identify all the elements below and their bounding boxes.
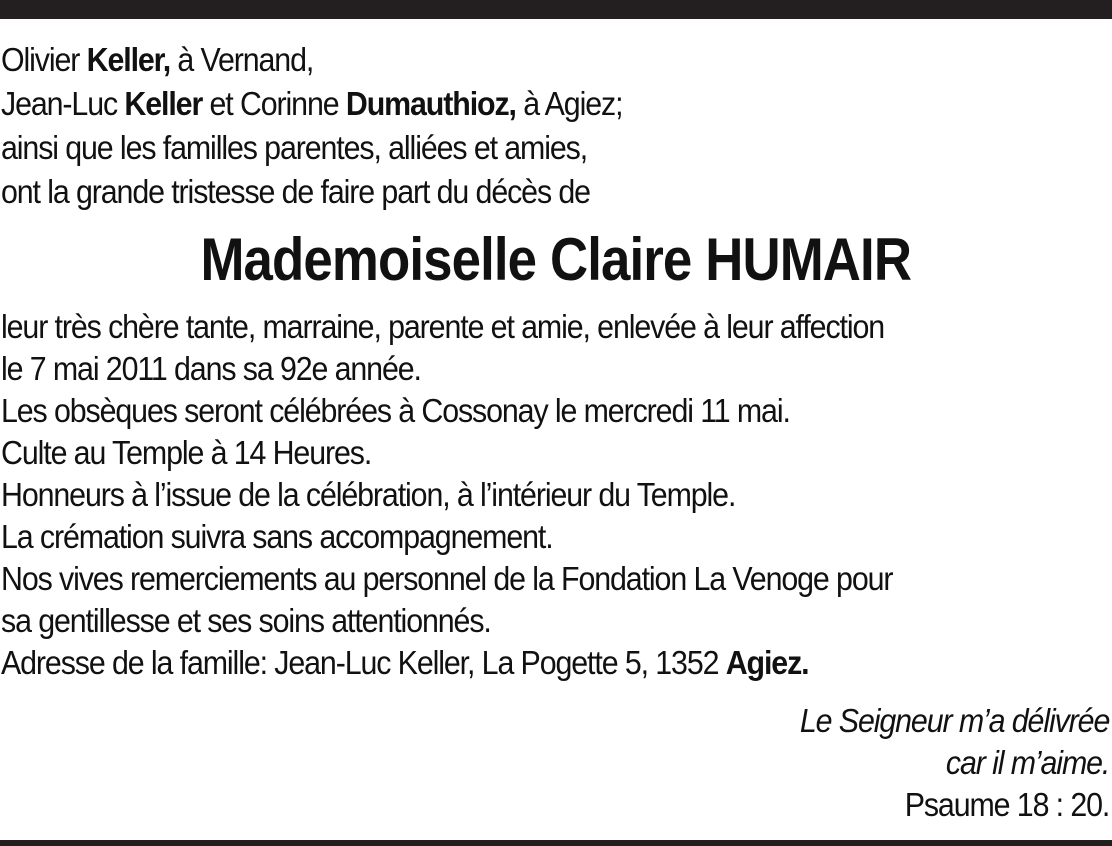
announcement-body [1, 306, 1109, 684]
town-name-bold: Agiez. [725, 644, 809, 681]
intro-line-2: Jean-Luc Keller et Corinne Dumauthioz, à Agiez; [1, 85, 623, 122]
intro-line-4: ont la grande tristesse de faire part du décès de [1, 173, 590, 210]
family-name-bold: Keller, [86, 41, 171, 78]
family-name-bold: Dumauthioz, [345, 85, 516, 122]
body-line-2: le 7 mai 2011 dans sa 92e année. [1, 350, 421, 387]
body-line-6: La crémation suivra sans accompagnement. [1, 518, 553, 555]
body-line-5: Honneurs à l’issue de la célébration, à l’intérieur du Temple. [1, 476, 736, 513]
body-line-8: sa gentillesse et ses soins attentionnés. [1, 602, 491, 639]
family-name-bold: Keller [124, 85, 203, 122]
bottom-border-rule [0, 840, 1112, 846]
deceased-name-heading: Mademoiselle Claire HUMAIR [200, 226, 912, 293]
intro-line-3: ainsi que les familles parentes, alliées et amies, [1, 129, 588, 166]
quote-line-2: car il m’aime. [945, 744, 1109, 781]
intro-line-1: Olivier Keller, à Vernand, [1, 41, 314, 78]
body-line-1: leur très chère tante, marraine, parente et amie, enlevée à leur affection [1, 308, 885, 345]
quote-line-1: Le Seigneur m’a délivrée [799, 702, 1109, 739]
top-border-rule [0, 0, 1112, 19]
announcing-family-block [1, 38, 1020, 214]
body-line-9: Adresse de la famille: Jean-Luc Keller, La Pogette 5, 1352 Agiez. [1, 644, 809, 681]
body-line-3: Les obsèques seront célébrées à Cossonay le mercredi 11 mai. [1, 392, 790, 429]
quote-reference: Psaume 18 : 20. [904, 786, 1109, 823]
body-line-4: Culte au Temple à 14 Heures. [1, 434, 372, 471]
body-line-7: Nos vives remerciements au personnel de la Fondation La Venoge pour [1, 560, 893, 597]
scripture-quote [773, 700, 1109, 826]
